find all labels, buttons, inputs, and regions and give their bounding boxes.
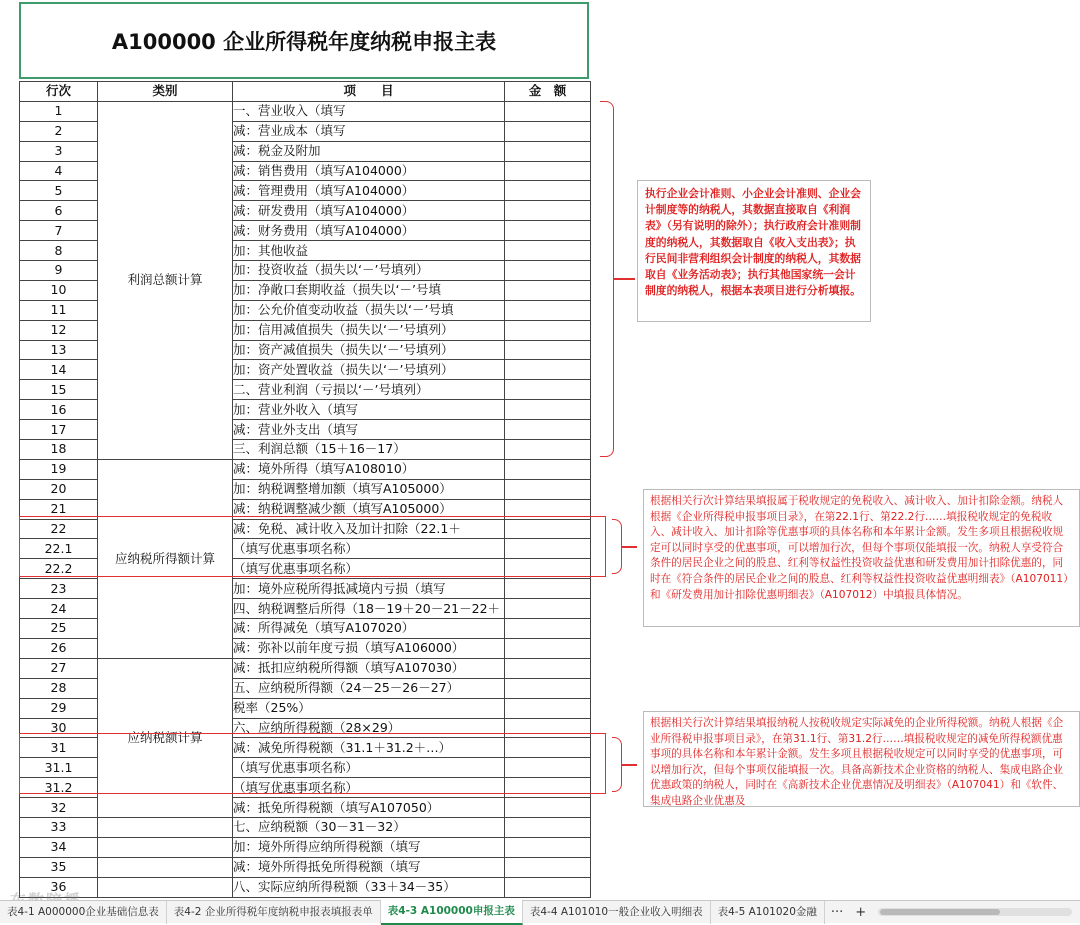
item-cell[interactable]: 七、应纳税额（30－31－32） — [233, 817, 505, 837]
item-cell[interactable]: （填写优惠事项名称） — [233, 758, 505, 778]
item-cell[interactable]: 加：纳税调整增加额（填写A105000） — [233, 479, 505, 499]
category-cell[interactable] — [98, 817, 233, 837]
row-number-cell[interactable]: 17 — [20, 420, 98, 440]
category-cell[interactable] — [98, 877, 233, 897]
row-number-cell[interactable]: 25 — [20, 619, 98, 639]
row-number-cell[interactable]: 14 — [20, 360, 98, 380]
header-row-number[interactable]: 行次 — [20, 82, 98, 102]
amount-cell[interactable] — [505, 201, 591, 221]
amount-cell[interactable] — [505, 360, 591, 380]
row-number-cell[interactable]: 20 — [20, 479, 98, 499]
table-row — [20, 817, 591, 837]
item-cell[interactable]: （填写优惠事项名称） — [233, 559, 505, 579]
row-number-cell[interactable]: 21 — [20, 499, 98, 519]
item-cell[interactable]: 减：销售费用（填写A104000） — [233, 161, 505, 181]
item-cell[interactable]: 减：管理费用（填写A104000） — [233, 181, 505, 201]
row-number-cell[interactable]: 10 — [20, 280, 98, 300]
row-number-cell[interactable]: 31.2 — [20, 778, 98, 798]
item-cell[interactable]: 减：所得减免（填写A107020） — [233, 619, 505, 639]
header-category[interactable]: 类别 — [98, 82, 233, 102]
amount-cell[interactable] — [505, 121, 591, 141]
item-cell[interactable]: 减：营业成本（填写 — [233, 121, 505, 141]
item-cell[interactable]: 加：境外应税所得抵减境内亏损（填写 — [233, 579, 505, 599]
sheet-title: A100000 企业所得税年度纳税申报主表 — [19, 2, 589, 79]
table-row — [20, 101, 591, 121]
category-tax[interactable]: 应纳税额计算 — [98, 658, 233, 817]
amount-cell[interactable] — [505, 579, 591, 599]
item-cell[interactable]: 一、营业收入（填写 — [233, 101, 505, 121]
amount-cell[interactable] — [505, 678, 591, 698]
row-number-cell[interactable]: 36 — [20, 877, 98, 897]
item-cell[interactable]: 减：营业外支出（填写 — [233, 420, 505, 440]
tab-sheet-4-4[interactable]: 表4-4 A101010一般企业收入明细表 — [523, 901, 711, 924]
item-cell[interactable]: （填写优惠事项名称） — [233, 778, 505, 798]
item-cell[interactable]: 减：纳税调整减少额（填写A105000） — [233, 499, 505, 519]
row-number-cell[interactable]: 22.1 — [20, 539, 98, 559]
item-cell[interactable]: 减：抵免所得税额（填写A107050） — [233, 798, 505, 818]
category-profit[interactable]: 利润总额计算 — [98, 101, 233, 459]
amount-cell[interactable] — [505, 300, 591, 320]
amount-cell[interactable] — [505, 261, 591, 281]
note-exempt: 根据相关行次计算结果填报属于税收规定的免税收入、减计收入、加计扣除金额。纳税人根据《企业所得税申报事项目录》，在第22.1行、第22.2行……填报税收规定的免税收入、减计收入、加计扣除等优惠事项的具体名称和本年累计金额。发生多项且根据税收规定可以同时享受的优惠事项，可以增加行次，但每个事项仅能填报一次。纳税人享受符合条件的居民企业之间的股息、红利等权益性投资收益优惠和研发费用加计扣除优惠的，同时在《符合条件的居民企业之间的股息、红利等权益性投资收益优惠明细表》（A107011）和《研发费用加计扣除优惠明细表》（A107012）中填报具体情况。 — [643, 489, 1080, 627]
row-number-cell[interactable]: 30 — [20, 718, 98, 738]
amount-cell[interactable] — [505, 658, 591, 678]
brace-profit — [600, 101, 614, 457]
category-taxable[interactable]: 应纳税所得额计算 — [98, 459, 233, 658]
amount-cell[interactable] — [505, 877, 591, 897]
highlight-rows-31 — [19, 733, 606, 794]
brace-exempt-tip — [621, 546, 637, 548]
row-number-cell[interactable]: 8 — [20, 241, 98, 261]
amount-cell[interactable] — [505, 101, 591, 121]
row-number-cell[interactable]: 12 — [20, 320, 98, 340]
amount-cell[interactable] — [505, 857, 591, 877]
amount-cell[interactable] — [505, 837, 591, 857]
category-cell[interactable] — [98, 857, 233, 877]
row-number-cell[interactable]: 19 — [20, 459, 98, 479]
amount-cell[interactable] — [505, 241, 591, 261]
row-number-cell[interactable]: 23 — [20, 579, 98, 599]
item-cell[interactable]: 减：弥补以前年度亏损（填写A106000） — [233, 638, 505, 658]
item-cell[interactable]: 加：公允价值变动收益（损失以‘－’号填 — [233, 300, 505, 320]
amount-cell[interactable] — [505, 817, 591, 837]
category-cell[interactable] — [98, 837, 233, 857]
brace-profit-tip — [613, 278, 635, 280]
row-number-cell[interactable]: 28 — [20, 678, 98, 698]
note-profit: 执行企业会计准则、小企业会计准则、企业会计制度等的纳税人，其数据直接取自《利润表》（另有说明的除外）；执行政府会计准则制度的纳税人，其数据取自《收入支出表》；执行民间非营利组织会计制度的纳税人，其数据取自《业务活动表》；执行其他国家统一会计制度的纳税人，根据本表项目进行分析填报。 — [637, 180, 871, 322]
row-number-cell[interactable]: 18 — [20, 440, 98, 460]
row-number-cell[interactable]: 11 — [20, 300, 98, 320]
row-number-cell[interactable]: 22 — [20, 519, 98, 539]
amount-cell[interactable] — [505, 440, 591, 460]
row-number-cell[interactable]: 16 — [20, 400, 98, 420]
row-number-cell[interactable]: 35 — [20, 857, 98, 877]
brace-relief-tip — [621, 764, 637, 766]
row-number-cell[interactable]: 6 — [20, 201, 98, 221]
row-number-cell[interactable]: 27 — [20, 658, 98, 678]
more-sheets-icon[interactable]: ··· — [830, 904, 844, 920]
amount-cell[interactable] — [505, 479, 591, 499]
amount-cell[interactable] — [505, 638, 591, 658]
amount-cell[interactable] — [505, 459, 591, 479]
row-number-cell[interactable]: 2 — [20, 121, 98, 141]
note-relief: 根据相关行次计算结果填报纳税人按税收规定实际减免的企业所得税额。纳税人根据《企业所得税申报事项目录》，在第31.1行、第31.2行……填报税收规定的减免所得税额优惠事项的具体名称和本年累计金额。发生多项且根据税收规定可以同时享受的优惠事项，可以增加行次，但每个事项仅能填报一次。具备高新技术企业资格的纳税人、集成电路企业优惠政策的纳税人，同时在《高新技术企业优惠情况及明细表》（A107041）和《软件、集成电路企业优惠及 — [643, 711, 1080, 807]
row-number-cell[interactable]: 7 — [20, 221, 98, 241]
amount-cell[interactable] — [505, 599, 591, 619]
item-cell[interactable]: 六、应纳所得税额（28×29） — [233, 718, 505, 738]
row-number-cell[interactable]: 13 — [20, 340, 98, 360]
tab-sheet-4-5[interactable]: 表4-5 A101020金融 — [711, 901, 825, 924]
row-number-cell[interactable]: 22.2 — [20, 559, 98, 579]
item-cell[interactable]: 减：免税、减计收入及加计扣除（22.1＋ — [233, 519, 505, 539]
tab-sheet-4-1[interactable]: 表4-1 A000000企业基础信息表 — [0, 901, 167, 924]
table-header-row — [20, 82, 591, 102]
amount-cell[interactable] — [505, 400, 591, 420]
item-cell[interactable]: 减：研发费用（填写A104000） — [233, 201, 505, 221]
scrollbar-thumb[interactable] — [880, 909, 1000, 915]
item-cell[interactable]: 减：减免所得税额（31.1＋31.2＋…） — [233, 738, 505, 758]
amount-cell[interactable] — [505, 380, 591, 400]
highlight-rows-22 — [19, 516, 606, 577]
item-cell[interactable]: 四、纳税调整后所得（18－19＋20－21－22＋ — [233, 599, 505, 619]
item-cell[interactable]: 加：资产减值损失（损失以‘－’号填列） — [233, 340, 505, 360]
row-number-cell[interactable]: 4 — [20, 161, 98, 181]
row-number-cell[interactable]: 34 — [20, 837, 98, 857]
tab-sheet-4-3[interactable]: 表4-3 A100000申报主表 — [381, 900, 523, 925]
item-cell[interactable]: 八、实际应纳所得税额（33＋34－35） — [233, 877, 505, 897]
amount-cell[interactable] — [505, 280, 591, 300]
row-number-cell[interactable]: 31 — [20, 738, 98, 758]
item-cell[interactable]: 二、营业利润（亏损以‘－’号填列） — [233, 380, 505, 400]
row-number-cell[interactable]: 9 — [20, 261, 98, 281]
amount-cell[interactable] — [505, 420, 591, 440]
row-number-cell[interactable]: 5 — [20, 181, 98, 201]
item-cell[interactable]: 减：抵扣应纳税所得额（填写A107030） — [233, 658, 505, 678]
amount-cell[interactable] — [505, 221, 591, 241]
row-number-cell[interactable]: 31.1 — [20, 758, 98, 778]
tab-sheet-4-2[interactable]: 表4-2 企业所得税年度纳税申报表填报表单 — [167, 901, 381, 924]
item-cell[interactable]: 减：财务费用（填写A104000） — [233, 221, 505, 241]
item-cell[interactable]: 减：税金及附加 — [233, 141, 505, 161]
table-row — [20, 658, 591, 678]
table-row — [20, 877, 591, 897]
row-number-cell[interactable]: 29 — [20, 698, 98, 718]
item-cell[interactable]: （填写优惠事项名称） — [233, 539, 505, 559]
item-cell[interactable]: 三、利润总额（15＋16－17） — [233, 440, 505, 460]
item-cell[interactable]: 减：境外所得抵免所得税额（填写 — [233, 857, 505, 877]
row-number-cell[interactable]: 15 — [20, 380, 98, 400]
item-cell[interactable]: 加：其他收益 — [233, 241, 505, 261]
item-cell[interactable]: 加：投资收益（损失以‘－’号填列） — [233, 261, 505, 281]
sheet-tab-bar — [0, 900, 1080, 923]
row-number-cell[interactable]: 26 — [20, 638, 98, 658]
amount-cell[interactable] — [505, 141, 591, 161]
amount-cell[interactable] — [505, 161, 591, 181]
item-cell[interactable]: 减：境外所得（填写A108010） — [233, 459, 505, 479]
row-number-cell[interactable]: 24 — [20, 599, 98, 619]
table-row — [20, 857, 591, 877]
item-cell[interactable]: 加：资产处置收益（损失以‘－’号填列） — [233, 360, 505, 380]
item-cell[interactable]: 税率（25%） — [233, 698, 505, 718]
amount-cell[interactable] — [505, 320, 591, 340]
row-number-cell[interactable]: 32 — [20, 798, 98, 818]
item-cell[interactable]: 五、应纳税所得额（24－25－26－27） — [233, 678, 505, 698]
header-item[interactable]: 项 目 — [233, 82, 505, 102]
table-row — [20, 459, 591, 479]
horizontal-scrollbar[interactable] — [878, 908, 1072, 916]
item-cell[interactable]: 加：境外所得应纳所得税额（填写 — [233, 837, 505, 857]
amount-cell[interactable] — [505, 798, 591, 818]
item-cell[interactable]: 加：营业外收入（填写 — [233, 400, 505, 420]
header-amount[interactable]: 金 额 — [505, 82, 591, 102]
item-cell[interactable]: 加：信用减值损失（损失以‘－’号填列） — [233, 320, 505, 340]
row-number-cell[interactable]: 33 — [20, 817, 98, 837]
item-cell[interactable]: 加：净敞口套期收益（损失以‘－’号填 — [233, 280, 505, 300]
table-row — [20, 837, 591, 857]
amount-cell[interactable] — [505, 340, 591, 360]
row-number-cell[interactable]: 1 — [20, 101, 98, 121]
amount-cell[interactable] — [505, 698, 591, 718]
amount-cell[interactable] — [505, 181, 591, 201]
row-number-cell[interactable]: 3 — [20, 141, 98, 161]
add-sheet-button[interactable]: + — [855, 904, 867, 920]
amount-cell[interactable] — [505, 619, 591, 639]
